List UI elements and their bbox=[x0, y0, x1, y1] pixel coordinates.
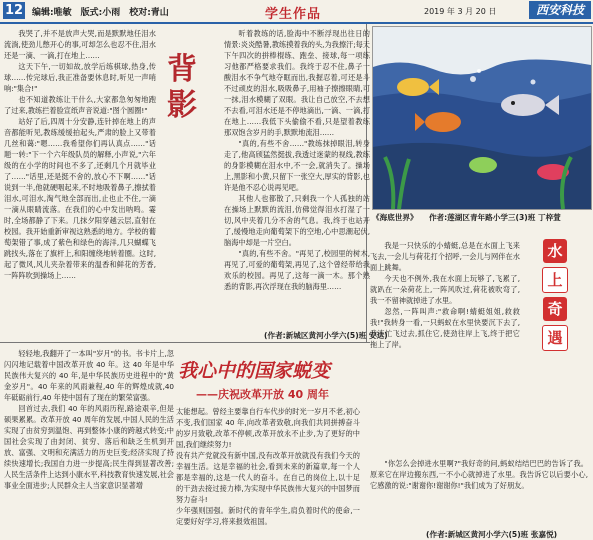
paragraph: 我哭了,并不是放声大哭,而是默默地任泪水流淌,使劲儿憋开心的事,可却怎么也忍不住,泪水还是一滴、一滴,打在地上…… bbox=[4, 29, 156, 60]
section-title: 学生作品 bbox=[265, 7, 322, 22]
section-divider bbox=[0, 342, 370, 343]
page-header bbox=[0, 0, 593, 24]
page-number: 12 bbox=[4, 3, 24, 18]
painting-caption: 《海底世界》 作者:莲湖区青年路小学三(3)班 丁梓萱 bbox=[372, 213, 561, 222]
title-char: 水 bbox=[543, 239, 567, 263]
title-char: 上 bbox=[542, 267, 568, 293]
article-beiying-col2 bbox=[224, 28, 370, 340]
paragraph: 这天下午,一切如故,放学后练棋球,热身,传球……传完球后,我正准备要休息时,听见一声哨响:"集合!" bbox=[4, 62, 156, 93]
title-text: 背影 bbox=[167, 52, 197, 123]
article-reform-col1 bbox=[4, 348, 174, 534]
article-subtitle-reform: ——庆祝改革开放 40 周年 bbox=[196, 388, 329, 401]
paragraph: "你怎么会掉进水里啊?"我好奇的问,蚂蚁结结巴巴的告诉了我。原来它在岸边搬东西,一不小心就掉进了水里。我告诉它以后要小心,它感激的说:"谢谢你!谢谢你!"我们成为了好朋友。 bbox=[370, 459, 588, 490]
editor-credits: 编辑:唯敏 版式:小雨 校对:青山 bbox=[32, 8, 169, 18]
paragraph: 太能想起。曾经主要靠自行车代步的时光一岁月不老,初心不变,我们国家 40 年,向改革者致敬,向我们共同拼搏奋斗的岁月致敬,改革不停顿,改革开放永不止步,为了更好的中国,我们继续努力! bbox=[176, 407, 360, 449]
article-title-beiying bbox=[162, 52, 202, 124]
article-title-shuishang-qiyu bbox=[524, 238, 586, 355]
paragraph: 也不知道教练让干什么,大家都急匆匆地跑了过来,教练拦着脸宣纸声音说道:"图个圆圈!" bbox=[4, 95, 156, 115]
article-title-reform: 我心中的国家蜕变 bbox=[178, 360, 331, 382]
article-shuishang-qiyu-col1 bbox=[370, 240, 520, 460]
article-reform-col2 bbox=[176, 406, 360, 526]
paragraph: 回首过去,我们 40 年的风雨历程,路途艰辛,但是硕果累累。改革开放 40 周年的发展,中国人民的生活实现了由贫穷到温饱、再到整体小康的跨越式转变;中国社会实现了由封闭、贫穷、落后和缺乏生机到开放、富强、文明和充满活力的历史巨变;经济实现了持续快速增长;我国自力进一步提高;民生得到显著改善;人民生活条件上达到小康水平,科技教育快速发展,社会事业全面进步;人民群众主人当家意识显著增 bbox=[4, 404, 174, 490]
paragraph: 听着教练的话,脸海中不断浮现出往日的情景:炎炎酷暑,教练摸着我的头,为我擦汗;每天下午四次的拼棒棍练、跑垒、接球,每一项练习他都严格要求我们。我终于忍不住,鼻子一酸泪水不争气地夺眶而出,我握忍着,可还是斗不过顽皮的泪水,吸吸鼻子,用袖子擦擦眼睛,可一抹,泪水模糊了双眼。我让自己放空,不去想不去看,可泪水还是不停地滴出,一滴、一滴,打在地上……我低下头偷偷不看,只是望着教练那双饱含岁月的手,默默地流泪…… bbox=[224, 29, 370, 137]
article-byline: (作者:新城区黄河小学六(5)班 张嘉悦) bbox=[426, 530, 558, 539]
paragraph: 忽然,一阵叫声:"救命啊!蜻蜓姐姐,救救我!"我转身一看,一只蚂蚁在水里快要沉下去了,我连忙飞过去,抓住它,使劲往岸上飞,终于把它拖上了岸。 bbox=[370, 307, 520, 349]
paragraph: 轻轻地,我翻开了一本叫"岁月"的书。书卡片上,忽闪闪地记载着中国改革开放 40 年。这 40 年是中华民族伟大复兴的 40 年,是中华民族历史进程中的"黄金岁月"。40 年来的风雨兼程,40 年的辉煌成就,40 年砥砺前行,40 年使中国有了现在的繁荣富强。 bbox=[4, 349, 174, 402]
paragraph: 少年强则国强。新时代的青年学生,肩负着时代的使命,一定要好好学习,将来报效祖国。 bbox=[176, 506, 360, 526]
paragraph: 站好了后,四周十分安静,连针掉在地上的声音都能听见,教练缓缓拍起头,严肃的脸上又带着几丝和蔼:"嗯……我希望你们再认真点……"话题一转:"下一个六年级队员的解释,小声说,"六年级的在小学的时间也不多了,还剩几个月就毕业了……"话里,还是挺不舍的,放心不下啊……"话说到一半,他就硬咽起来,不时地吸着鼻子,擦拭着泪水,可泪水,淘气地全部而出,止也止不住,一滴一滴从眼睛流落。在我们的心中发出呐鸣。霎时,全场都静了下来。几抹夕阳穿越云层,直射在校园。我开始重新审视这熟悉的地方。学校的葡萄架错了事,成了紫色和绿色的海洋,几只蝴蝶飞跳找头,落在了旗杆上,和阳缠绕地转着圈。这时,起了微风,风儿夹杂着带来的温香和鲜花的芳香,一阵阵吹到操场上…… bbox=[4, 117, 156, 280]
paragraph: 其他人也都散了,只剩我一个人孤独的站在操场上默默的流泪,仿佛觉得泪水打湿了一切,风中夹着几分不舍的气息。我,终于也站开了,缓慢地走向葡萄架下的空地,心中思潮起伏,脑海中却是一片空白。 bbox=[224, 194, 370, 247]
paragraph: "真的,有些不舍……"教练抹掉眼泪,转身走了,他高颀猛然挺拔,我透过迷蒙的视线,教练的身影模糊在泪水中,不一会,就消失了。操场上,黑影和小黄,只留下一张空大,厚实的背影,也许是他不忍心说再见吧。 bbox=[224, 139, 370, 192]
paragraph: "真的,有些不舍。"再见了,校园里的树木,再见了,可爱的葡萄架,再见了,这个曾经带给我欢乐的校园。再见了,这每一滴一木。那个熟悉的背影,再次浮现在我的脑海里…… bbox=[224, 249, 370, 291]
title-char: 奇 bbox=[543, 297, 567, 321]
paragraph: 我是一只快乐的小蜻蜓,总是在水面上飞来飞去,一会儿与荷花打个招呼,一会儿与网伴在水面上跳舞。 bbox=[370, 241, 520, 272]
article-beiying-col1 bbox=[4, 28, 156, 340]
article-byline: (作者:新城区黄河小学六(5)班 安达) bbox=[264, 331, 388, 340]
article-shuishang-qiyu-col2 bbox=[370, 458, 588, 534]
student-painting bbox=[372, 26, 592, 210]
newspaper-logo: 西安科技 bbox=[529, 1, 591, 19]
paragraph: 没有共产党就没有新中国,没有改革开放就没有我们今天的幸福生活。这是幸福的社会,看到未来的新篇章,每一个人都是幸福的,这是一代人的奋斗。在自己的岗位上,以十足的干劲去接过接力棒,为实现中华民族伟大复兴的中国梦而努力奋斗! bbox=[176, 451, 360, 504]
issue-date: 2019 年 3 月 20 日 bbox=[424, 7, 497, 16]
paragraph: 今天也不例外,我在水面上玩够了,飞累了,就趴在一朵荷花上,一阵风吹过,荷花被吹弯了,我一不留神就掉进了水里。 bbox=[370, 274, 520, 305]
underwater-painting-image bbox=[373, 27, 591, 209]
title-char: 遇 bbox=[542, 325, 568, 351]
